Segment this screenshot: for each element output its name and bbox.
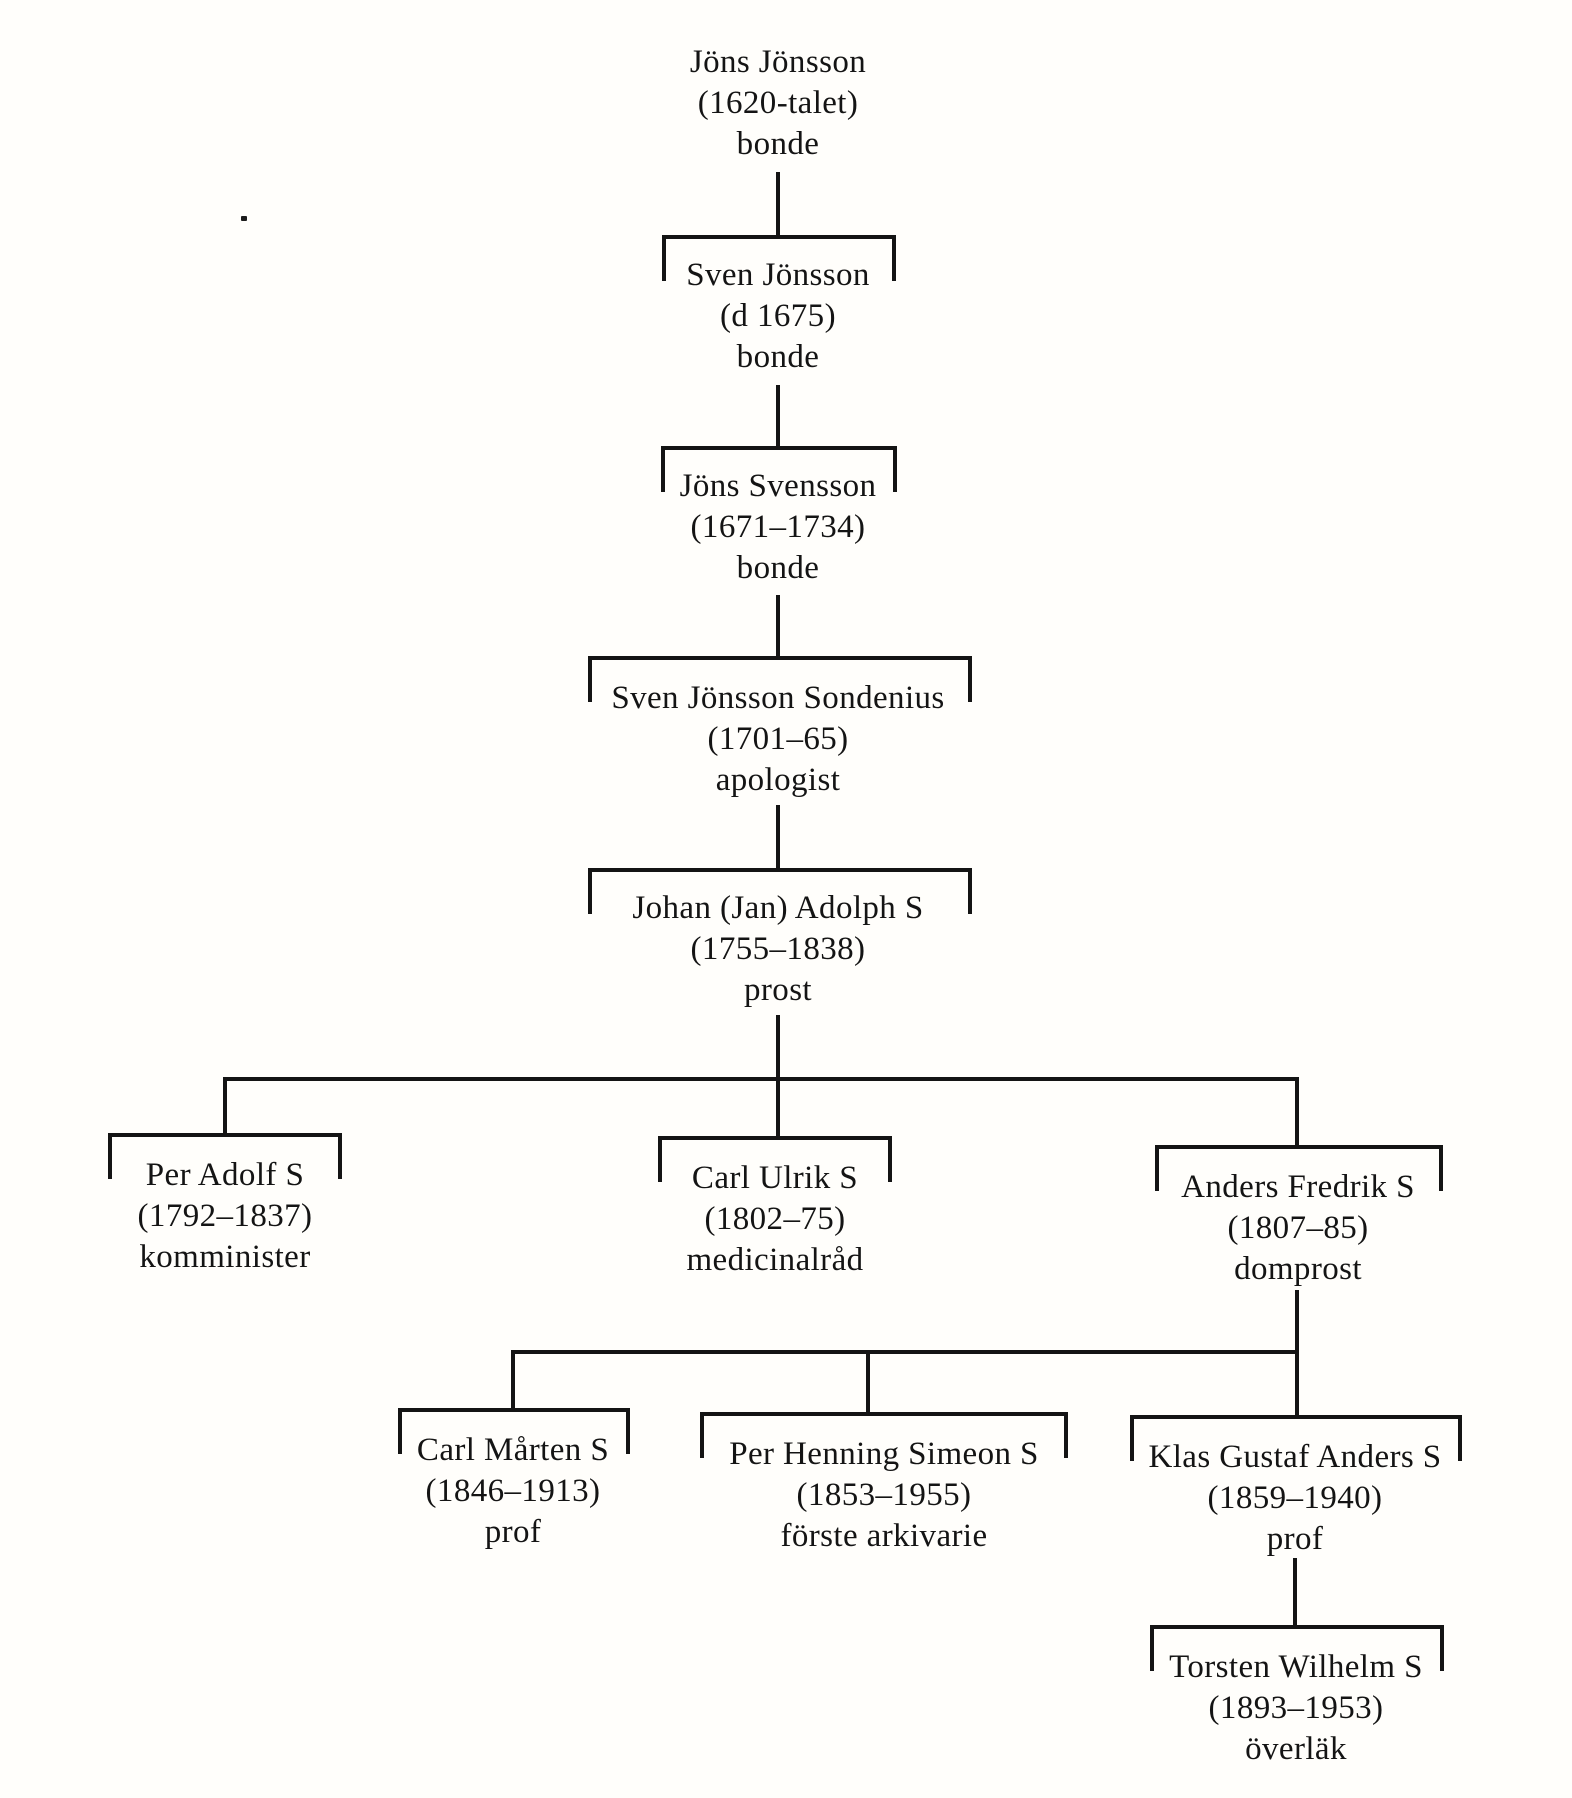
person-occupation: bonde — [736, 126, 820, 162]
connector-drop — [511, 1350, 515, 1408]
person-years: (1620-talet) — [697, 85, 859, 121]
connector-drop — [223, 1077, 227, 1133]
person-occupation: komminister — [139, 1239, 311, 1275]
sibling-rail — [223, 1077, 1299, 1081]
person-node-sven-jonsson-sondenius — [558, 678, 998, 801]
person-name: Torsten Wilhelm S — [1169, 1649, 1423, 1685]
person-name: Jöns Svensson — [679, 468, 877, 504]
person-node-carl-ulrik-s — [555, 1158, 995, 1281]
person-occupation: bonde — [736, 339, 820, 375]
person-node-per-henning-simeon-s — [664, 1434, 1104, 1557]
person-occupation: apologist — [715, 762, 841, 798]
connector-vertical — [1295, 1290, 1299, 1350]
person-years: (1755–1838) — [690, 931, 866, 967]
person-node-jons-svensson — [558, 466, 998, 589]
connector-drop — [1295, 1350, 1299, 1415]
connector-drop — [776, 1077, 780, 1136]
person-node-klas-gustaf-anders-s — [1075, 1437, 1515, 1560]
connector-drop — [866, 1350, 870, 1412]
person-name: Johan (Jan) Adolph S — [632, 890, 924, 926]
connector-vertical — [776, 385, 780, 446]
person-years: (1853–1955) — [796, 1477, 972, 1513]
person-name: Sven Jönsson — [686, 257, 870, 293]
person-node-sven-jonsson — [558, 255, 998, 378]
person-years: (1893–1953) — [1208, 1690, 1384, 1726]
person-occupation: bonde — [736, 550, 820, 586]
connector-vertical — [776, 1015, 780, 1077]
connector-vertical — [1293, 1558, 1297, 1625]
person-name: Carl Ulrik S — [691, 1160, 859, 1196]
person-name: Per Henning Simeon S — [729, 1436, 1039, 1472]
connector-vertical — [776, 172, 780, 235]
person-name: Jöns Jönsson — [689, 44, 867, 80]
person-name: Anders Fredrik S — [1181, 1169, 1415, 1205]
person-occupation: överläk — [1245, 1731, 1347, 1767]
person-node-jons-jonsson — [558, 42, 998, 165]
connector-drop — [1295, 1077, 1299, 1145]
person-years: (1701–65) — [707, 721, 849, 757]
person-name: Carl Mårten S — [416, 1432, 610, 1468]
person-node-torsten-wilhelm-s — [1076, 1647, 1516, 1770]
person-years: (d 1675) — [720, 298, 836, 334]
person-occupation: domprost — [1234, 1251, 1362, 1287]
person-name: Per Adolf S — [145, 1157, 305, 1193]
person-name: Sven Jönsson Sondenius — [611, 680, 945, 716]
person-occupation: prof — [1266, 1521, 1324, 1557]
person-occupation: prof — [484, 1514, 542, 1550]
person-years: (1792–1837) — [137, 1198, 313, 1234]
person-years: (1846–1913) — [425, 1473, 601, 1509]
person-node-per-adolf-s — [5, 1155, 445, 1278]
person-name: Klas Gustaf Anders S — [1148, 1439, 1442, 1475]
connector-vertical — [776, 805, 780, 868]
person-occupation: förste arkivarie — [780, 1518, 988, 1554]
person-years: (1859–1940) — [1207, 1480, 1383, 1516]
person-years: (1807–85) — [1227, 1210, 1369, 1246]
sibling-rail — [511, 1350, 1299, 1354]
connector-vertical — [776, 595, 780, 656]
person-occupation: medicinalråd — [686, 1242, 864, 1278]
scan-speck — [241, 216, 247, 221]
person-node-anders-fredrik-s — [1078, 1167, 1518, 1290]
person-node-johan-jan-adolph-s — [558, 888, 998, 1011]
person-years: (1671–1734) — [690, 509, 866, 545]
person-occupation: prost — [744, 972, 812, 1008]
person-years: (1802–75) — [704, 1201, 846, 1237]
